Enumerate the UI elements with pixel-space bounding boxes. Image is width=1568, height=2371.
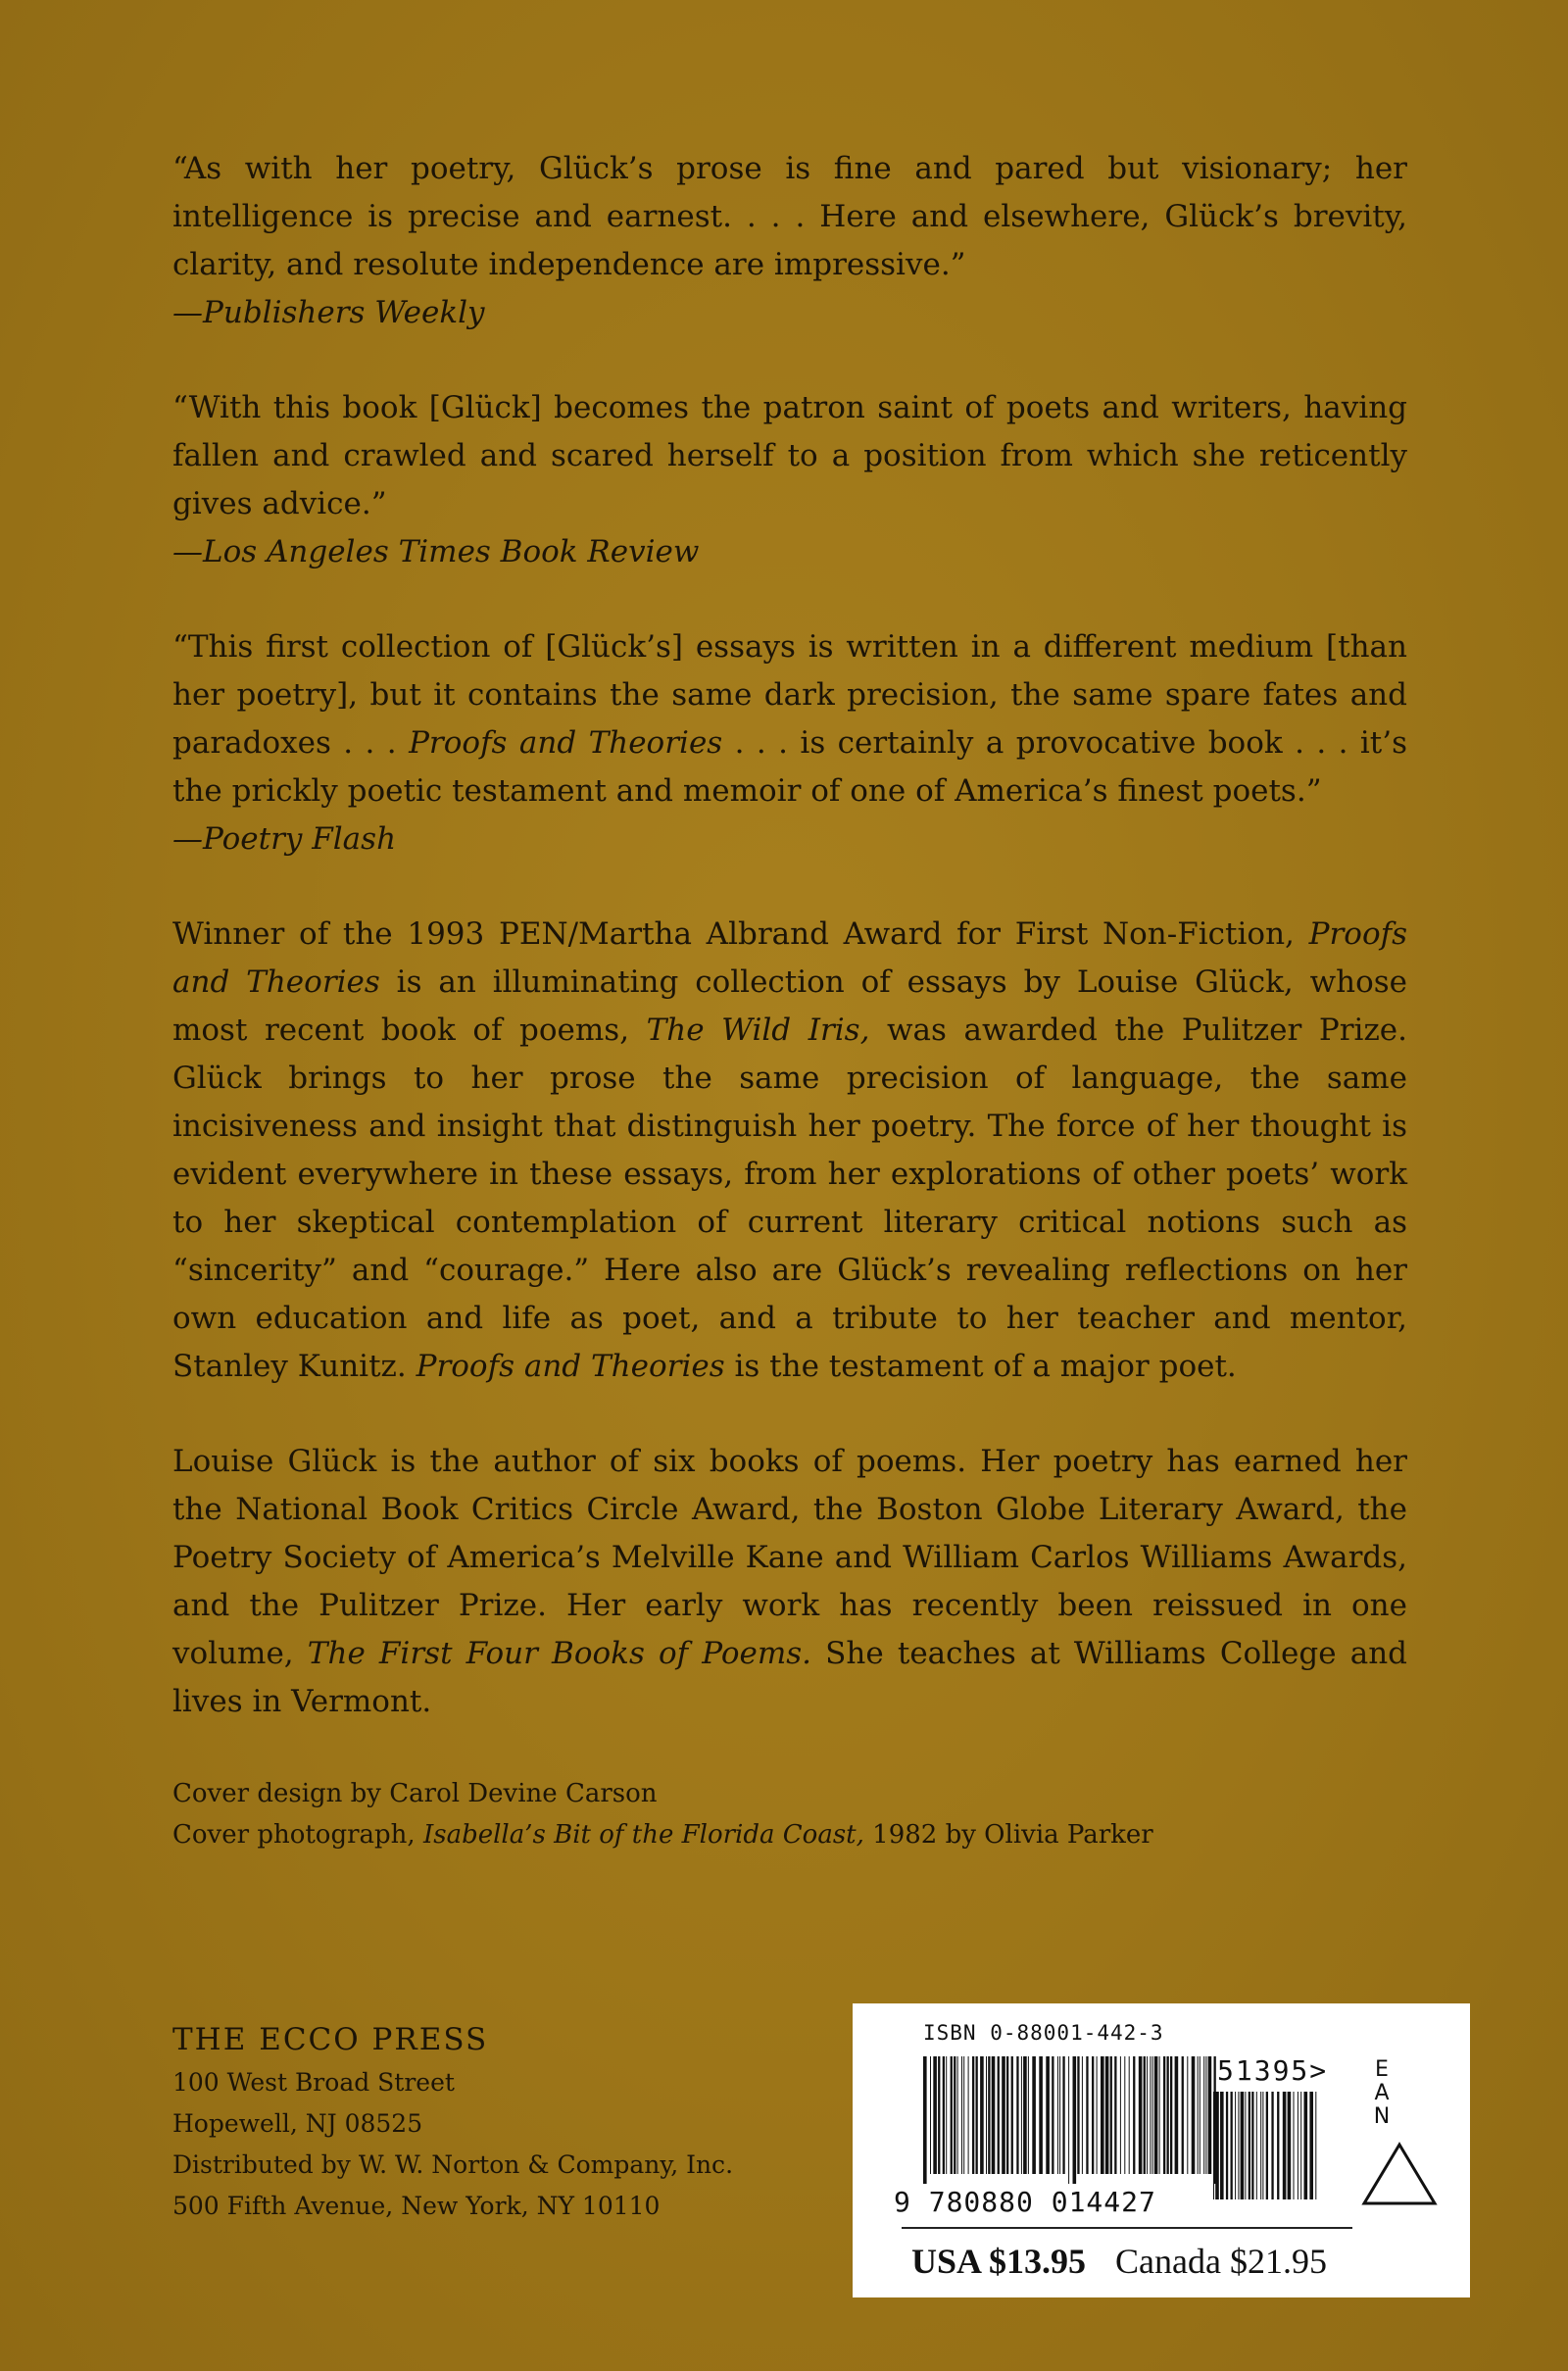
barcode-bar bbox=[1167, 2056, 1169, 2174]
bio-text: Louise Glück is the author of six books of poems. Her poetry has earned her the National Book Critics Circle Award, the Boston Globe Literary Award, the Poetry Society of America’s Melville Kane and William Carlos Williams Awards, and the Pulitzer Prize. Her early work has recently been reissued in one volume, bbox=[172, 1444, 1407, 1671]
barcode-label bbox=[853, 2003, 1470, 2297]
ean-label bbox=[1362, 2058, 1401, 2129]
usa-price: USA $13.95 bbox=[911, 2242, 1087, 2281]
barcode-bar bbox=[1120, 2056, 1121, 2174]
quote-attribution: —Publishers Weekly bbox=[172, 295, 485, 330]
barcode-bar bbox=[1294, 2092, 1295, 2199]
barcode-bar bbox=[1046, 2056, 1050, 2174]
barcode-bar bbox=[980, 2056, 984, 2174]
barcode-bar bbox=[988, 2056, 990, 2174]
quote-attribution: —Los Angeles Times Book Review bbox=[172, 534, 700, 569]
ean-letter: N bbox=[1373, 2104, 1391, 2129]
barcode-bar bbox=[933, 2056, 937, 2174]
barcode-bar bbox=[1163, 2056, 1165, 2174]
review-quote-2 bbox=[172, 384, 1407, 576]
barcode-bar bbox=[1170, 2056, 1172, 2174]
cover-text-block bbox=[172, 145, 1407, 1855]
description-text: is an illuminating collection of essays by Louise Glück, whose most recent book of poems, bbox=[172, 964, 1407, 1048]
barcode-bar bbox=[1288, 2092, 1292, 2199]
barcode-bar bbox=[1231, 2092, 1233, 2199]
barcode-bar bbox=[963, 2056, 964, 2174]
barcode-bar bbox=[1133, 2056, 1135, 2174]
barcode-bar bbox=[1192, 2056, 1196, 2174]
ean-barcode bbox=[923, 2056, 1217, 2184]
quote-text: “With this book [Glück] becomes the patron saint of poets and writers, having fallen and crawled and scared herself to a position from which she reticently gives advice.” bbox=[172, 390, 1407, 521]
barcode-bar bbox=[957, 2056, 958, 2174]
cover-credits bbox=[172, 1773, 1407, 1855]
review-quote-1 bbox=[172, 145, 1407, 337]
barcode-bar bbox=[1144, 2056, 1146, 2174]
book-title: The Wild Iris, bbox=[646, 1013, 870, 1048]
publisher-block bbox=[172, 2017, 839, 2227]
barcode-bar bbox=[986, 2056, 987, 2174]
barcode-bar bbox=[1002, 2056, 1005, 2174]
barcode-bar bbox=[951, 2056, 953, 2174]
barcode-bar bbox=[1039, 2056, 1043, 2174]
ean-letter: E bbox=[1375, 2057, 1389, 2082]
publisher-address-line: 100 West Broad Street bbox=[172, 2068, 455, 2097]
barcode-bar bbox=[1277, 2092, 1279, 2199]
distributor-line: Distributed by W. W. Norton & Company, Inc. bbox=[172, 2150, 734, 2179]
barcode-bar bbox=[1154, 2056, 1158, 2174]
barcode-bar bbox=[1068, 2056, 1069, 2184]
price-divider bbox=[902, 2227, 1352, 2229]
cover-photo-credit bbox=[172, 1814, 1407, 1855]
barcode-bar bbox=[1092, 2056, 1094, 2174]
cover-design-credit: Cover design by Carol Devine Carson bbox=[172, 1779, 658, 1808]
quote-text bbox=[172, 623, 1407, 815]
barcode-bar bbox=[1062, 2056, 1064, 2174]
barcode-bar bbox=[1110, 2056, 1112, 2174]
barcode-bar bbox=[1124, 2056, 1125, 2174]
barcode-bar bbox=[1208, 2056, 1212, 2174]
barcode-bar bbox=[1309, 2092, 1313, 2199]
barcode-bar bbox=[1152, 2056, 1153, 2174]
ean-letter: A bbox=[1374, 2081, 1390, 2105]
barcode-bar bbox=[1187, 2056, 1188, 2174]
book-title: Proofs and Theories bbox=[409, 725, 723, 761]
barcode-bar bbox=[1262, 2092, 1263, 2199]
barcode-bar bbox=[1021, 2056, 1022, 2174]
review-quote-3 bbox=[172, 623, 1407, 864]
book-description bbox=[172, 911, 1407, 1391]
author-bio bbox=[172, 1438, 1407, 1726]
barcode-bar bbox=[1215, 2092, 1219, 2199]
canada-price: Canada $21.95 bbox=[1115, 2242, 1327, 2281]
quote-text-part: . . . is certainly a provocative book . . . it’s the prickly poetic testament and memoir of one of America’s finest poets.” bbox=[172, 725, 1407, 809]
barcode-bar bbox=[1226, 2092, 1228, 2199]
barcode-bar bbox=[1175, 2056, 1179, 2174]
isbn-number: ISBN 0-88001-442-3 bbox=[923, 2021, 1164, 2045]
barcode-bar bbox=[1139, 2056, 1143, 2174]
barcode-bar bbox=[1213, 2092, 1214, 2199]
barcode-bar bbox=[1159, 2056, 1160, 2174]
barcode-bar bbox=[1006, 2056, 1008, 2174]
barcode-bar bbox=[1271, 2092, 1273, 2199]
barcode-bar bbox=[1205, 2056, 1206, 2174]
publisher-name: THE ECCO PRESS bbox=[172, 2022, 489, 2057]
barcode-bar bbox=[1198, 2056, 1199, 2174]
addon-barcode bbox=[1213, 2092, 1321, 2209]
barcode-bar bbox=[976, 2056, 978, 2174]
barcode-bar bbox=[1315, 2092, 1316, 2199]
credit-text: Cover photograph, bbox=[172, 1820, 423, 1850]
barcode-bar bbox=[946, 2056, 947, 2174]
barcode-bar bbox=[1052, 2056, 1054, 2174]
description-text: is the testament of a major poet. bbox=[724, 1349, 1237, 1384]
barcode-bar bbox=[954, 2056, 956, 2174]
barcode-bar bbox=[1059, 2056, 1060, 2174]
barcode-digits: 9 780880 014427 bbox=[894, 2186, 1156, 2218]
barcode-bar bbox=[1082, 2056, 1083, 2174]
barcode-bar bbox=[1097, 2056, 1098, 2174]
barcode-bar bbox=[1129, 2056, 1130, 2174]
quote-text-part: “This first collection of [Glück’s] essays is written in a different medium [than her poetry], but it contains the same dark precision, the same spare fates and paradoxes . . . bbox=[172, 629, 1407, 761]
barcode-bar bbox=[1105, 2056, 1109, 2174]
barcode-bar bbox=[1300, 2092, 1301, 2199]
price-line bbox=[911, 2241, 1327, 2282]
book-title: The First Four Books of Poems. bbox=[307, 1636, 812, 1671]
barcode-bar bbox=[1150, 2056, 1151, 2174]
barcode-bar bbox=[1077, 2056, 1079, 2174]
barcode-bar bbox=[998, 2056, 1000, 2174]
description-text: Winner of the 1993 PEN/Martha Albrand Award for First Non-Fiction, bbox=[172, 916, 1309, 952]
barcode-bar bbox=[1256, 2092, 1257, 2199]
barcode-bar bbox=[1245, 2092, 1246, 2199]
photo-title: Isabella’s Bit of the Florida Coast, bbox=[422, 1820, 864, 1850]
barcode-bar bbox=[1101, 2056, 1104, 2174]
barcode-bar bbox=[943, 2056, 945, 2174]
barcode-bar bbox=[1057, 2056, 1058, 2174]
barcode-bar bbox=[992, 2056, 996, 2174]
barcode-bar bbox=[1249, 2092, 1250, 2199]
triangle-icon bbox=[1360, 2141, 1439, 2209]
barcode-bar bbox=[1023, 2056, 1027, 2174]
barcode-bar bbox=[938, 2056, 940, 2174]
barcode-bar bbox=[1283, 2092, 1287, 2199]
barcode-bar bbox=[1220, 2092, 1224, 2199]
barcode-bar bbox=[1304, 2092, 1308, 2199]
barcode-bar bbox=[1238, 2092, 1239, 2199]
barcode-bar bbox=[930, 2056, 931, 2174]
barcode-bar bbox=[1032, 2056, 1036, 2174]
barcode-bar bbox=[1182, 2056, 1184, 2174]
quote-text: “As with her poetry, Glück’s prose is fine and pared but visionary; her intelligence is precise and earnest. . . . Here and elsewhere, Glück’s brevity, clarity, and resolute independence are impressive.” bbox=[172, 151, 1407, 282]
book-title: Proofs and Theories bbox=[416, 1349, 725, 1384]
barcode-bar bbox=[1073, 2056, 1077, 2184]
barcode-bar bbox=[1028, 2056, 1029, 2174]
barcode-bar bbox=[1086, 2056, 1088, 2174]
distributor-address-line: 500 Fifth Avenue, New York, NY 10110 bbox=[172, 2192, 661, 2220]
barcode-bar bbox=[968, 2056, 969, 2174]
barcode-bar bbox=[1235, 2092, 1236, 2199]
credit-text: 1982 by Olivia Parker bbox=[863, 1820, 1153, 1850]
quote-attribution: —Poetry Flash bbox=[172, 821, 397, 857]
addon-digits: 51395> bbox=[1217, 2054, 1329, 2087]
barcode-bar bbox=[1016, 2056, 1018, 2174]
barcode-bar bbox=[1011, 2056, 1013, 2174]
book-title: Proofs and Theories bbox=[172, 916, 1407, 1000]
barcode-bar bbox=[1203, 2056, 1204, 2174]
barcode-bar bbox=[1251, 2092, 1253, 2199]
barcode-bar bbox=[1147, 2056, 1148, 2174]
barcode-bar bbox=[1241, 2092, 1245, 2199]
barcode-bar bbox=[923, 2056, 927, 2184]
barcode-bar bbox=[972, 2056, 974, 2174]
barcode-bar bbox=[961, 2056, 962, 2174]
description-text: was awarded the Pulitzer Prize. Glück brings to her prose the same precision of language, the same incisiveness and insight that distinguish her poetry. The force of her thought is evident everywhere in these essays, from her explorations of other poets’ work to her skeptical contemplation of current literary critical notions such as “sincerity” and “courage.” Here also are Glück’s revealing reflections on her own education and life as poet, and a tribute to her teacher and mentor, Stanley Kunitz. bbox=[172, 1013, 1408, 1384]
publisher-address-line: Hopewell, NJ 08525 bbox=[172, 2109, 423, 2138]
bio-text: She teaches at Williams College and lives in Vermont. bbox=[172, 1636, 1408, 1719]
barcode-bar bbox=[1266, 2092, 1268, 2199]
barcode-bar bbox=[1260, 2092, 1261, 2199]
barcode-bar bbox=[1114, 2056, 1116, 2174]
